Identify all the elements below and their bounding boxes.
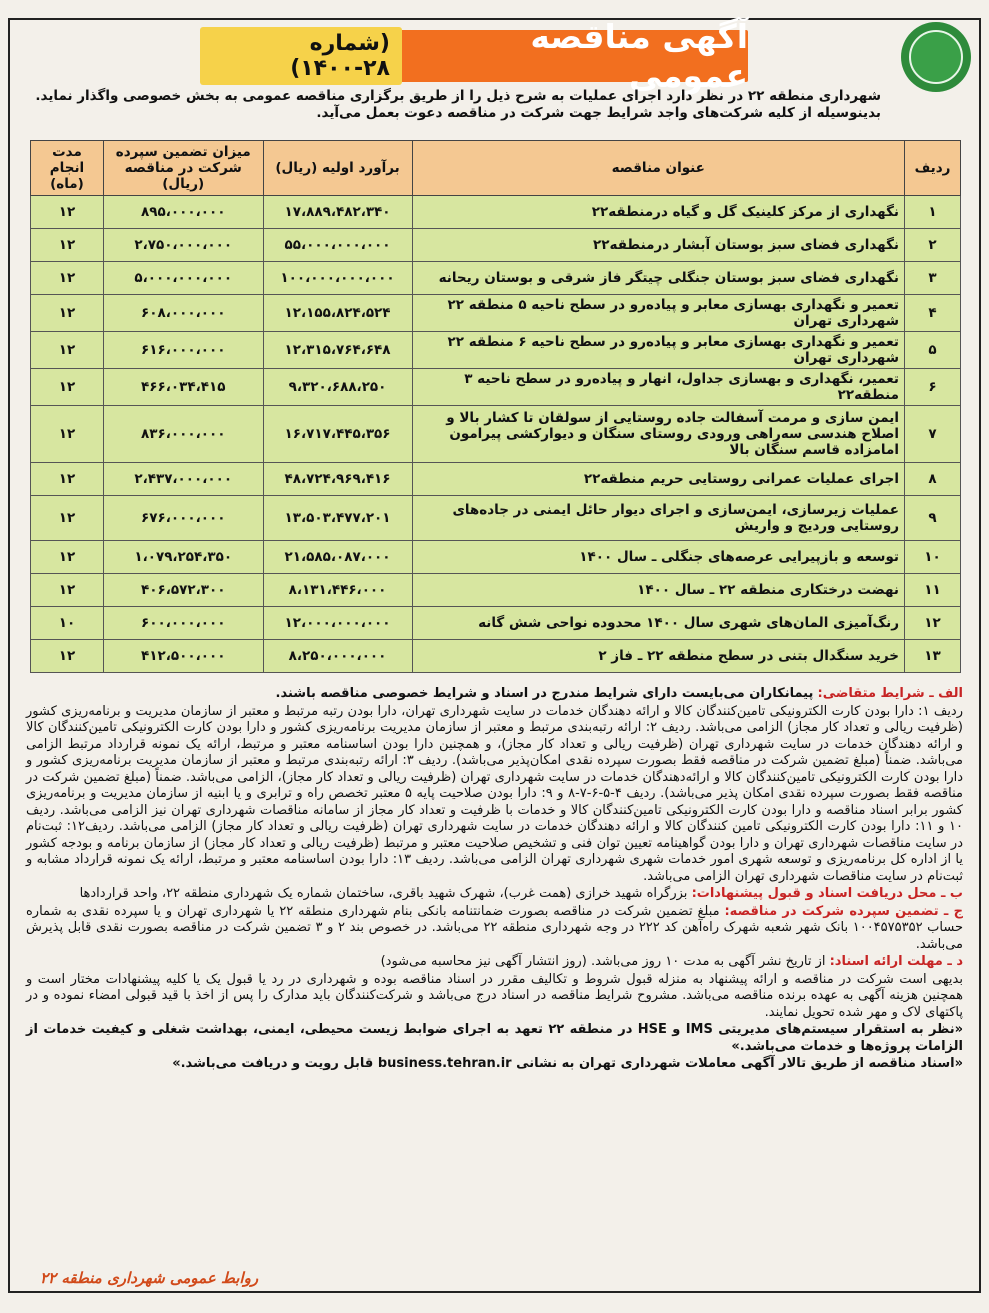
row-duration: ۱۲	[31, 496, 104, 541]
header-duration: مدت انجام (ماه)	[31, 141, 104, 196]
hse-paragraph: «نظر به استقرار سیستم‌های مدیریتی IMS و HSE در منطقه ۲۲ تعهد به اجرای ضوابط زیست محیطی، ایمنی، بهداشت شغلی و کیفیت خدمات از الزامات پروژه‌ها و خدمات می‌باشد.»	[26, 1022, 963, 1054]
table-row	[31, 541, 961, 574]
row-estimate: ۱۳،۵۰۳،۴۷۷،۲۰۱	[263, 496, 412, 541]
row-duration: ۱۲	[31, 574, 104, 607]
section-be-label: ب ـ محل دریافت اسناد و قبول پیشنهادات:	[691, 886, 963, 901]
row-number: ۱۱	[905, 574, 961, 607]
disclaimer-paragraph: بدیهی است شرکت در مناقصه و ارائه پیشنهاد به منزله قبول شروط و تکالیف مقرر در اسناد مناقصه بوده و شهرداری در رد یا قبول یک یا کلیه پیشنهادات مختار است و همچنین هزینه آگهی به عهده برنده مناقصه می‌باشد. مشروح شرایط مناقصه در اسناد درج می‌باشد و شرکت‌کنندگان باید مدارک را پس از اخذ با قید قبولی امضاء نموده و در پاکتهای لاک و مهر شده تحویل نمایند.	[26, 971, 963, 1020]
section-dal-label: د ـ مهلت ارائه اسناد:	[829, 954, 963, 969]
row-estimate: ۲۱،۵۸۵،۰۸۷،۰۰۰	[263, 541, 412, 574]
row-estimate: ۱۲،۳۱۵،۷۶۴،۶۴۸	[263, 332, 412, 369]
row-estimate: ۱۲،۰۰۰،۰۰۰،۰۰۰	[263, 607, 412, 640]
row-deposit: ۴۶۶،۰۳۴،۴۱۵	[103, 369, 263, 406]
row-title: توسعه و بازپیرایی عرصه‌های جنگلی ـ سال ۱۴۰۰	[412, 541, 904, 574]
row-number: ۱	[905, 196, 961, 229]
section-alef-text: پیمانکاران می‌بایست دارای شرایط مندرج در اسناد و شرایط خصوصی مناقصه باشند.	[275, 686, 814, 701]
requirements-paragraph: ردیف ۱: دارا بودن کارت الکترونیکی تامین‌کنندگان کالا و ارائه دهندگان خدمات در سایت شهرداری تهران، دارا بودن رتبه مرتبط و معتبر از سازمان مدیریت و برنامه‌ریزی کشور (ظرفیت ریالی و تعداد کار مجاز) الزامی می‌باشد. ردیف ۲: ارائه رتبه‌بندی مرتبط و معتبر از سازمان مدیریت برنامه‌ریزی کشور و دارا بودن کارت الکترونیکی تامین‌کنندگان کالا و ارائه دهندگان خدمات در سایت شهرداری تهران (ظرفیت ریالی و تعداد کار مجاز)، و همچنین دارا بودن اساسنامه معتبر و مرتبط، ارائه یک نمونه قرارداد مرتبط الزامی می‌باشد. ضمناً (مبلغ تضمین شرکت در مناقصه فقط بصورت سپرده نقدی امکان‌پذیر می‌باشد). ردیف ۳: ارائه رتبه‌بندی مرتبط و معتبر از سازمان مدیریت برنامه‌ریزی کشور و دارا بودن کارت الکترونیکی تامین‌کنندگان کالا و ارائه‌دهندگان خدمات در سایت شهرداری تهران (ظرفیت ریالی و تعداد کار مجاز)، الزامی می‌باشد. ضمناً (مبلغ تضمین شرکت در مناقصه فقط بصورت سپرده نقدی امکان پذیر می‌باشد). ردیف ۴-۵-۶-۷-۸ و ۹: دارا بودن صلاحیت پایه ۵ معتبر تخصص راه و ترابری و یا ابنیه از سازمان مدیریت و برنامه‌ریزی کشور برابر اسناد مناقصه و دارا بودن کارت الکترونیکی تامین‌کنندگان کالا و خدمات با ظرفیت و تعداد کار مجاز از سامانه مناقصات شهرداری تهران نیز الزامی می‌باشد. ردیف ۱۰ و ۱۱: دارا بودن کارت الکترونیکی تامین کنندگان کالا و ارائه دهندگان خدمات در سایت شهرداری تهران (ظرفیت ریالی و تعداد کار مجاز) الزامی می‌باشد. ردیف۱۲: ثبت‌نام در سایت مناقصات شهرداری تهران و دارا بودن گواهینامه تعیین توان فنی و تشخیص صلاحیت معتبر و مرتبط (ظرفیت ریالی و تعداد کار مجاز) از سازمان برنامه و بودجه کشور یا از اداره کل برنامه‌ریزی و توسعه شهری امور خدمات شهری شهرداری تهران الزامی می‌باشد. ردیف ۱۳: دارا بودن اساسنامه معتبر و مرتبط، ارائه یک نمونه قرارداد مشابه و ثبت‌نام در سایت مناقصات شهرداری تهران الزامی می‌باشد.	[26, 703, 964, 884]
row-number: ۱۲	[905, 607, 961, 640]
row-duration: ۱۰	[31, 607, 104, 640]
ad-intro	[26, 88, 881, 122]
intro-line-2: بدینوسیله از کلیه شرکت‌های واجد شرایط جهت شرکت در مناقصه دعوت بعمل می‌آید.	[316, 105, 881, 121]
row-number: ۷	[905, 406, 961, 463]
row-duration: ۱۲	[31, 369, 104, 406]
section-dal	[26, 954, 963, 971]
row-deposit: ۵،۰۰۰،۰۰۰،۰۰۰	[103, 262, 263, 295]
row-title: نهضت درختکاری منطقه ۲۲ ـ سال ۱۴۰۰	[412, 574, 904, 607]
row-duration: ۱۲	[31, 332, 104, 369]
row-number: ۴	[905, 295, 961, 332]
row-duration: ۱۲	[31, 262, 104, 295]
header-estimate: برآورد اولیه (ریال)	[263, 141, 412, 196]
row-deposit: ۸۳۶،۰۰۰،۰۰۰	[103, 406, 263, 463]
row-number: ۹	[905, 496, 961, 541]
row-number: ۱۳	[905, 640, 961, 673]
ad-title: آگهی مناقصه عمومی	[530, 17, 748, 95]
header-title: عنوان مناقصه	[412, 141, 904, 196]
table-row	[31, 640, 961, 673]
row-deposit: ۶۷۶،۰۰۰،۰۰۰	[103, 496, 263, 541]
documents-paragraph: «اسناد مناقصه از طریق تالار آگهی معاملات شهرداری تهران به نشانی business.tehran.ir قابل رویت و دریافت می‌باشد.»	[172, 1056, 963, 1071]
row-title: نگهداری فضای سبز بوستان جنگلی چیتگر فاز شرقی و بوستان ریحانه	[412, 262, 904, 295]
row-estimate: ۱۷،۸۸۹،۴۸۲،۳۴۰	[263, 196, 412, 229]
ad-body	[26, 686, 963, 1074]
row-estimate: ۸،۲۵۰،۰۰۰،۰۰۰	[263, 640, 412, 673]
row-deposit: ۲،۷۵۰،۰۰۰،۰۰۰	[103, 229, 263, 262]
row-deposit: ۶۱۶،۰۰۰،۰۰۰	[103, 332, 263, 369]
tenders-table	[30, 140, 961, 673]
table-row	[31, 607, 961, 640]
section-dal-text: از تاریخ نشر آگهی به مدت ۱۰ روز می‌باشد. (روز انتشار آگهی نیز محاسبه می‌شود)	[380, 954, 826, 969]
row-number: ۲	[905, 229, 961, 262]
row-deposit: ۸۹۵،۰۰۰،۰۰۰	[103, 196, 263, 229]
row-duration: ۱۲	[31, 196, 104, 229]
intro-line-1: شهرداری منطقه ۲۲ در نظر دارد اجرای عملیات به شرح ذیل را از طریق برگزاری مناقصه عمومی به بخش خصوصی واگذار نماید.	[35, 88, 881, 104]
row-number: ۵	[905, 332, 961, 369]
table-row	[31, 496, 961, 541]
row-duration: ۱۲	[31, 406, 104, 463]
table-header-row	[31, 141, 961, 196]
tehran-municipality-logo	[901, 22, 971, 92]
row-title: تعمیر، نگهداری و بهسازی جداول، انهار و پیاده‌رو در سطح ناحیه ۳ منطقه۲۲	[412, 369, 904, 406]
table-row	[31, 406, 961, 463]
row-estimate: ۱۰۰،۰۰۰،۰۰۰،۰۰۰	[263, 262, 412, 295]
header-row-number: ردیف	[905, 141, 961, 196]
row-title: تعمیر و نگهداری بهسازی معابر و پیاده‌رو در سطح ناحیه ۵ منطقه ۲۲ شهرداری تهران	[412, 295, 904, 332]
section-jim-label: ج ـ تضمین سپرده شرکت در مناقصه:	[724, 903, 963, 919]
table-row	[31, 463, 961, 496]
row-title: نگهداری فضای سبز بوستان آبشار درمنطقه۲۲	[412, 229, 904, 262]
row-deposit: ۴۰۶،۵۷۲،۳۰۰	[103, 574, 263, 607]
header-deposit: میزان تضمین سپرده شرکت در مناقصه (ریال)	[103, 141, 263, 196]
table-row	[31, 196, 961, 229]
section-alef-label: الف ـ شرایط متقاضی:	[817, 686, 963, 701]
table-row	[31, 332, 961, 369]
row-title: عملیات زیرسازی، ایمن‌سازی و اجرای دیوار حائل ایمنی در جاده‌های روستایی وردیج و واریش	[412, 496, 904, 541]
table-row	[31, 369, 961, 406]
table-row	[31, 262, 961, 295]
row-title: تعمیر و نگهداری بهسازی معابر و پیاده‌رو در سطح ناحیه ۶ منطقه ۲۲ شهرداری تهران	[412, 332, 904, 369]
logo-emblem-icon	[909, 30, 963, 84]
section-jim	[26, 904, 963, 954]
section-be-text: بزرگراه شهید خرازی (همت غرب)، شهرک شهید باقری، ساختمان شماره یک شهرداری منطقه ۲۲، واحد قراردادها	[79, 886, 688, 901]
section-jim-text: مبلغ تضمین شرکت در مناقصه بصورت ضمانتنامه بانکی بنام شهرداری منطقه ۲۲ یا شهرداری تهران و یا سپرده نقدی به شماره حساب ۱۰۰۴۵۷۵۳۵۲ بانک شهر شعبه شهرک راه‌آهن کد ۲۲۲ در وجه شهرداری منطقه ۲۲ می‌باشد. در خصوص بند ۲ و ۳ تضمین شرکت در مناقصه بصورت نقدی قابل پذیرش می‌باشد.	[26, 903, 964, 952]
row-number: ۶	[905, 369, 961, 406]
row-title: ایمن سازی و مرمت آسفالت جاده روستایی از سولقان تا کشار بالا و اصلاح هندسی سه‌راهی ورودی روستای سنگان و دیوارکشی پیرامون امامزاده قاسم سنگان بالا	[412, 406, 904, 463]
section-be	[26, 886, 963, 903]
row-number: ۸	[905, 463, 961, 496]
row-title: خرید سنگدال بتنی در سطح منطقه ۲۲ ـ فاز ۲	[412, 640, 904, 673]
row-estimate: ۸،۱۳۱،۴۴۶،۰۰۰	[263, 574, 412, 607]
section-alef	[26, 686, 963, 703]
row-deposit: ۶۰۰،۰۰۰،۰۰۰	[103, 607, 263, 640]
table-row	[31, 574, 961, 607]
row-estimate: ۵۵،۰۰۰،۰۰۰،۰۰۰	[263, 229, 412, 262]
row-number: ۱۰	[905, 541, 961, 574]
row-deposit: ۶۰۸،۰۰۰،۰۰۰	[103, 295, 263, 332]
row-estimate: ۱۲،۱۵۵،۸۲۴،۵۲۴	[263, 295, 412, 332]
row-title: اجرای عملیات عمرانی روستایی حریم منطقه۲۲	[412, 463, 904, 496]
ad-title-bar	[200, 17, 748, 95]
table-row	[31, 229, 961, 262]
row-title: نگهداری از مرکز کلینیک گل و گیاه درمنطقه۲۲	[412, 196, 904, 229]
row-deposit: ۱،۰۷۹،۲۵۴،۳۵۰	[103, 541, 263, 574]
row-duration: ۱۲	[31, 541, 104, 574]
row-deposit: ۴۱۲،۵۰۰،۰۰۰	[103, 640, 263, 673]
public-relations-footer: روابط عمومی شهرداری منطقه ۲۲	[40, 1269, 259, 1287]
ad-number: (شماره ۲۸-۱۴۰۰)	[200, 27, 402, 85]
table-row	[31, 295, 961, 332]
row-title: رنگ‌آمیزی المان‌های شهری سال ۱۴۰۰ محدوده نواحی شش گانه	[412, 607, 904, 640]
row-estimate: ۴۸،۷۲۴،۹۶۹،۴۱۶	[263, 463, 412, 496]
row-duration: ۱۲	[31, 463, 104, 496]
row-number: ۳	[905, 262, 961, 295]
row-estimate: ۱۶،۷۱۷،۴۴۵،۳۵۶	[263, 406, 412, 463]
row-deposit: ۲،۴۳۷،۰۰۰،۰۰۰	[103, 463, 263, 496]
row-estimate: ۹،۳۲۰،۶۸۸،۲۵۰	[263, 369, 412, 406]
row-duration: ۱۲	[31, 640, 104, 673]
row-duration: ۱۲	[31, 229, 104, 262]
row-duration: ۱۲	[31, 295, 104, 332]
